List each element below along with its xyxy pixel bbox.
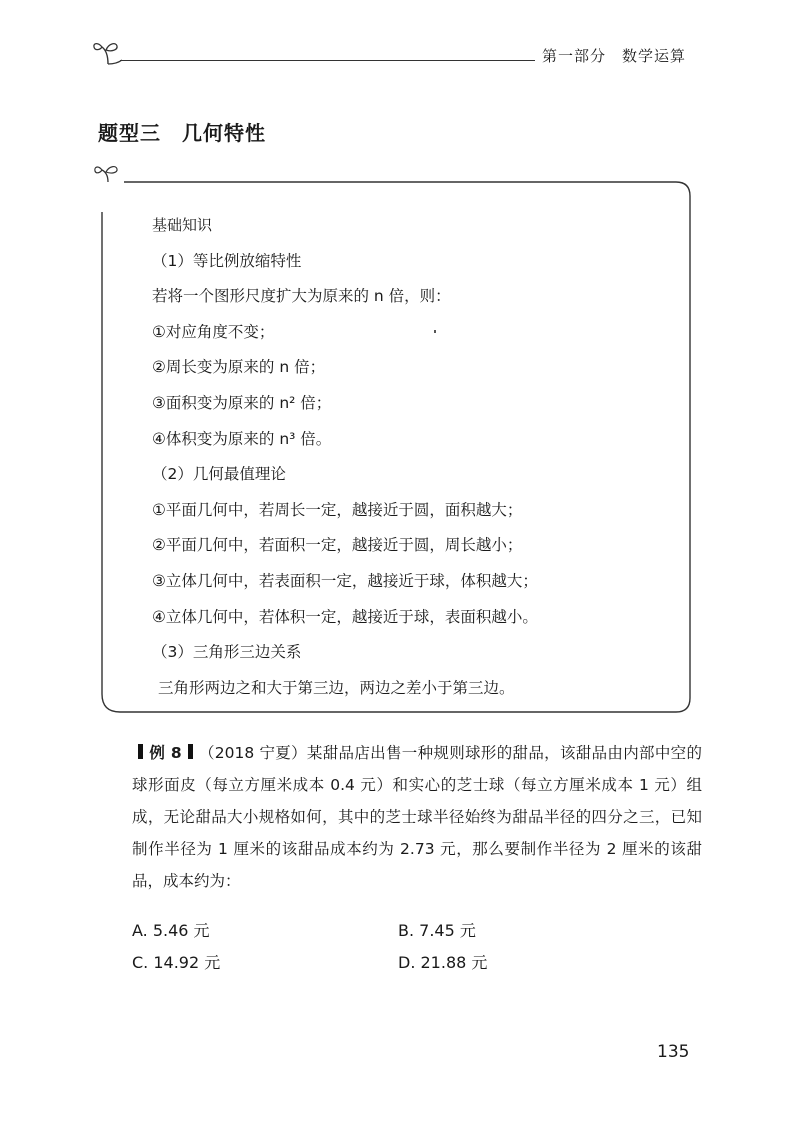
label-bar-left (138, 744, 143, 759)
knowledge-line: （2）几何最值理论 (152, 465, 286, 484)
knowledge-section (152, 215, 672, 713)
knowledge-line: ②周长变为原来的 n 倍； (152, 358, 326, 377)
knowledge-line: ③面积变为原来的 n² 倍； (152, 393, 332, 412)
scan-speck (434, 330, 436, 333)
knowledge-line: 若将一个图形尺度扩大为原来的 n 倍，则： (152, 287, 451, 306)
answer-options (132, 915, 672, 979)
option-d[interactable]: D. 21.88 元 (398, 953, 488, 972)
knowledge-line: ②平面几何中，若面积一定，越接近于圆，周长越小； (152, 536, 523, 555)
section-title: 题型三 几何特性 (98, 121, 266, 145)
knowledge-heading: 基础知识 (152, 216, 213, 234)
knowledge-line: （3）三角形三边关系 (152, 643, 302, 662)
sprout-icon (92, 38, 124, 66)
knowledge-line: ③立体几何中，若表面积一定，越接近于球，体积越大； (152, 571, 538, 590)
knowledge-line: ④体积变为原来的 n³ 倍。 (152, 429, 332, 448)
page-number: 135 (657, 1042, 690, 1062)
header-rule (120, 60, 535, 61)
example-text: （2018 宁夏）某甜品店出售一种规则球形的甜品，该甜品由内部中空的球形面皮（每立方厘米成本 0.4 元）和实心的芝士球（每立方厘米成本 1 元）组成，无论甜品大小规格如何，其中的芝士球半径始终为甜品半径的四分之三，已知制作半径为 1 厘米的该甜品成本约为 2.73 元，那么要制作半径为 2 厘米的该甜品，成本约为： (132, 744, 702, 890)
knowledge-line: 三角形两边之和大于第三边，两边之差小于第三边。 (158, 678, 515, 697)
option-c[interactable]: C. 14.92 元 (132, 953, 221, 972)
label-bar-right (188, 744, 193, 759)
example-question (132, 737, 702, 897)
knowledge-line: （1）等比例放缩特性 (152, 251, 302, 270)
knowledge-line: ④立体几何中，若体积一定，越接近于球，表面积越小。 (152, 607, 538, 626)
part-title: 第一部分 数学运算 (542, 47, 687, 65)
option-a[interactable]: A. 5.46 元 (132, 921, 210, 940)
option-b[interactable]: B. 7.45 元 (398, 921, 476, 940)
example-label: 例 8 (149, 744, 182, 762)
knowledge-line: ①对应角度不变； (152, 322, 275, 341)
knowledge-line: ①平面几何中，若周长一定，越接近于圆，面积越大； (152, 500, 523, 519)
